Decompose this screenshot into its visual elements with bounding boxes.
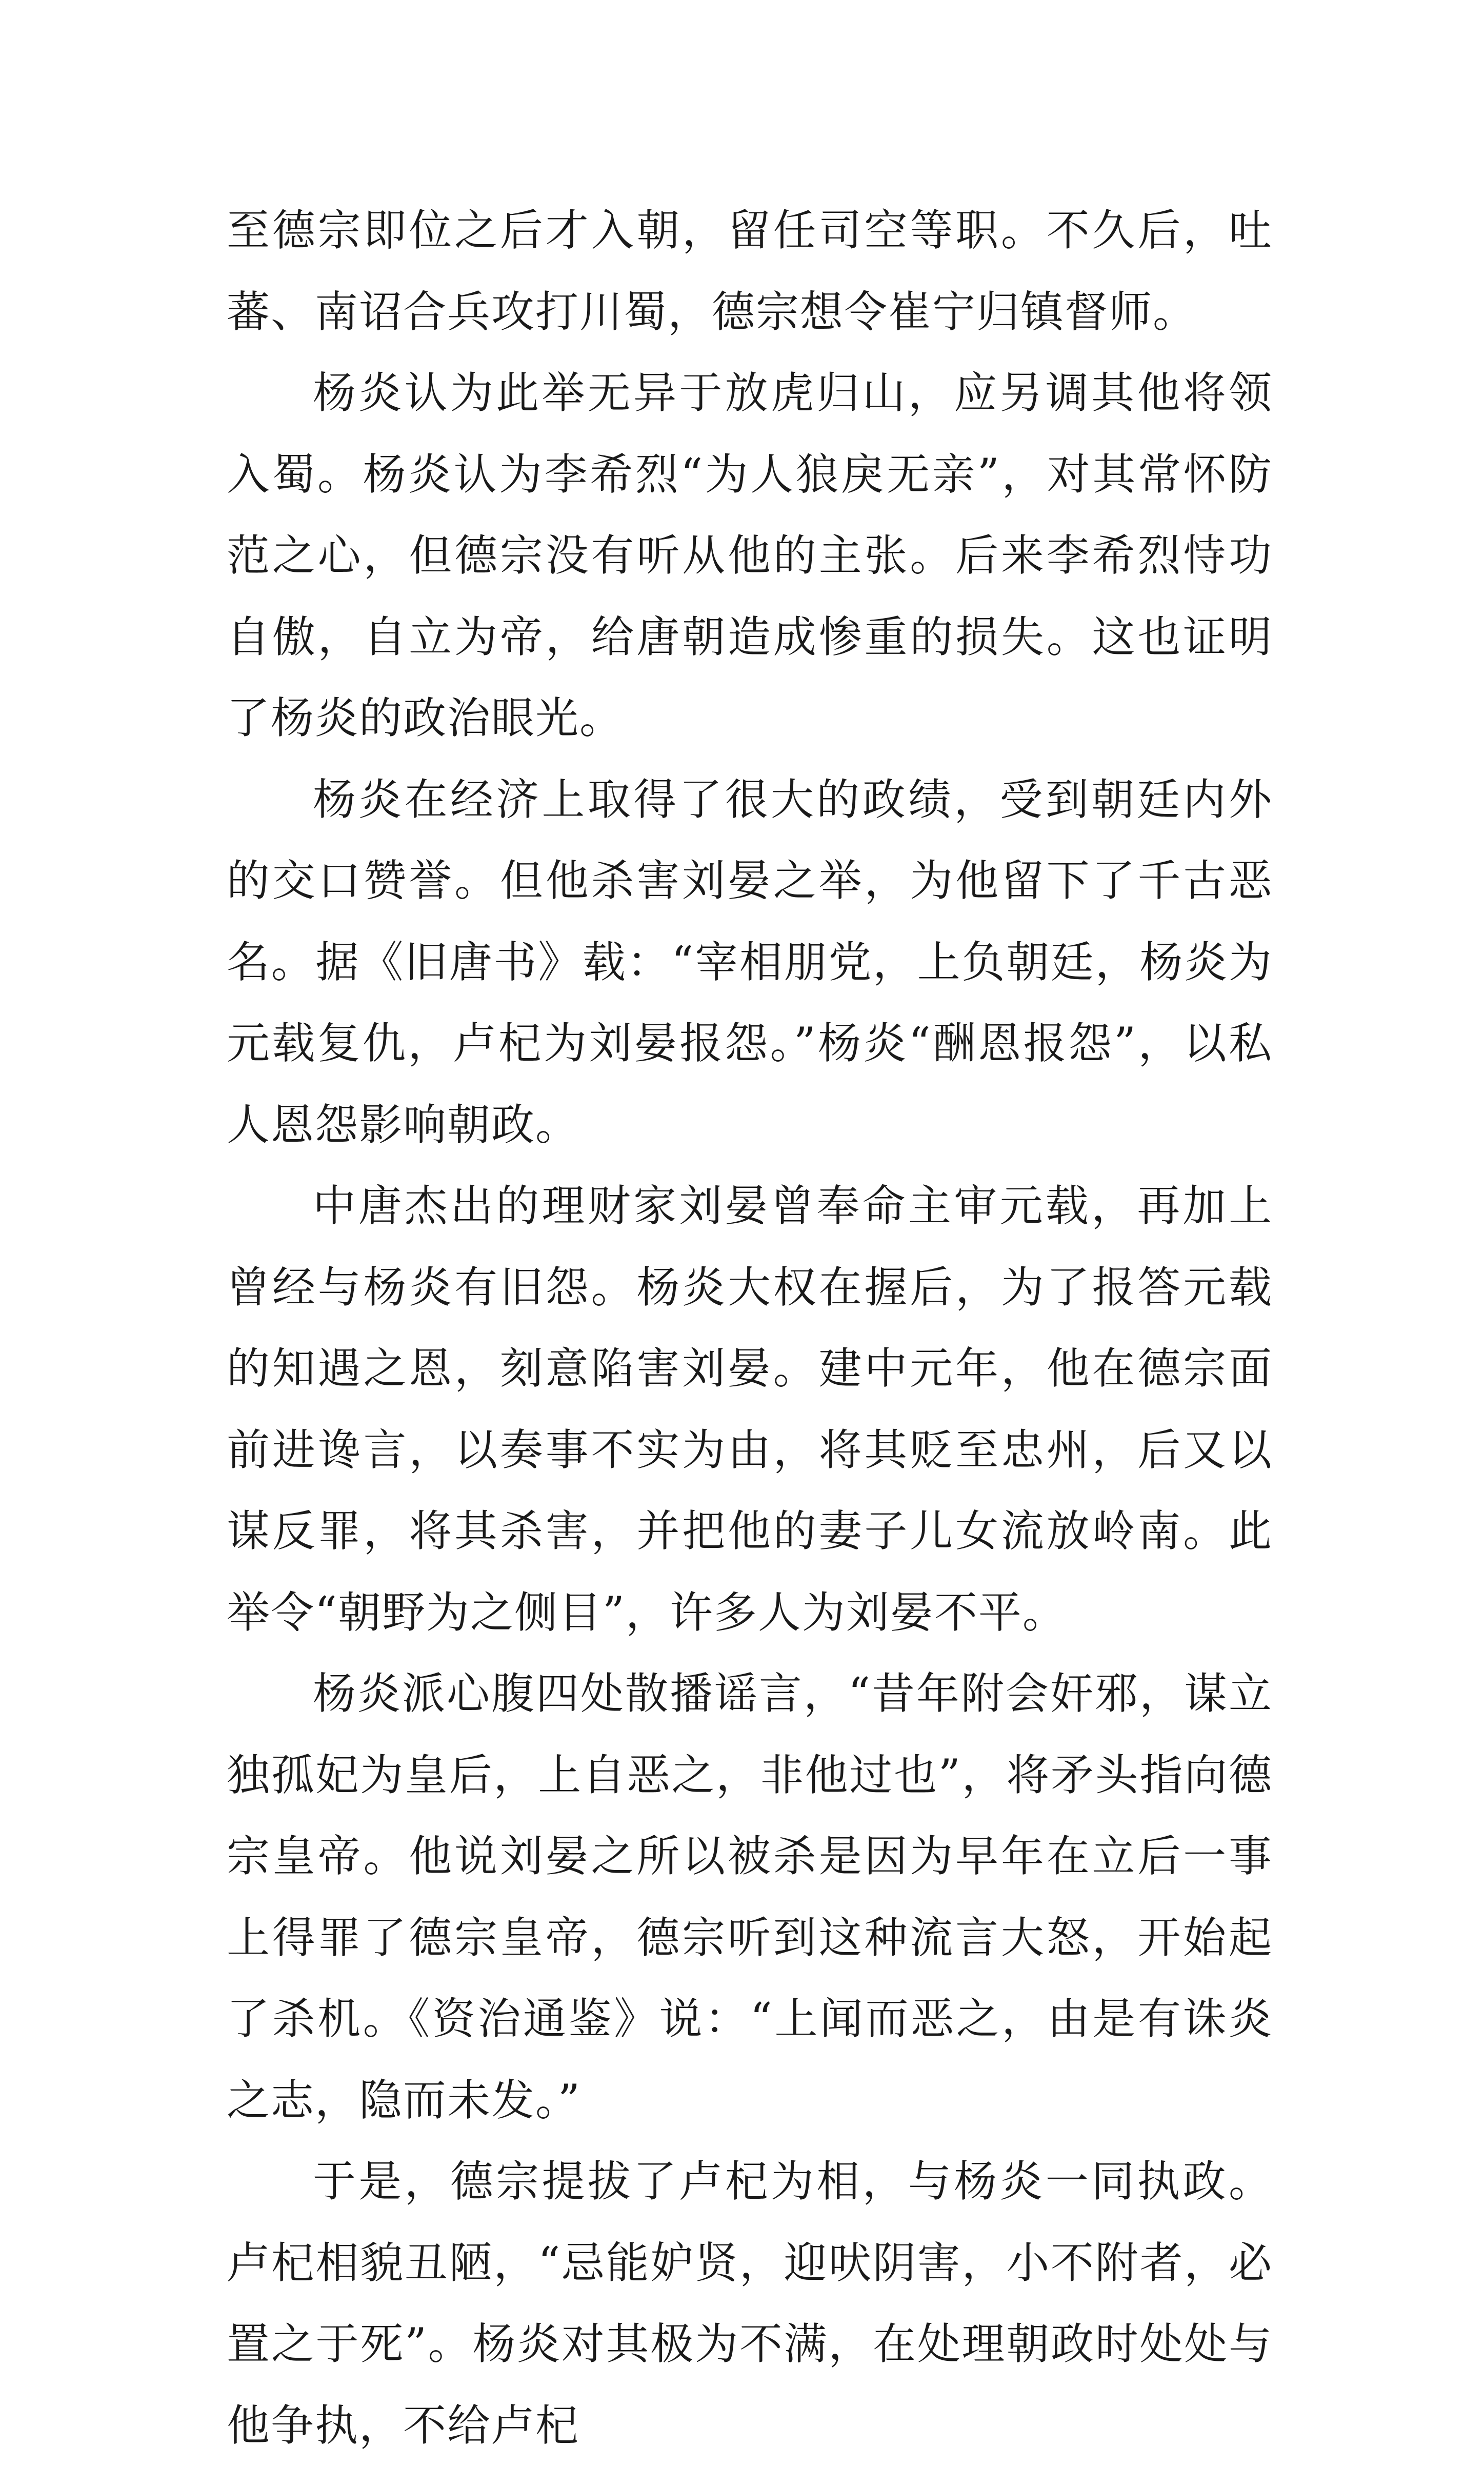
paragraph: 于是，德宗提拔了卢杞为相，与杨炎一同执政。卢杞相貌丑陋，“忌能妒贤，迎吠阴害，小不附者，必置之于死”。杨炎对其极为不满，在处理朝政时处处与他争执，不给卢杞 (227, 2156, 1273, 2451)
paragraph: 中唐杰出的理财家刘晏曾奉命主审元载，再加上曾经与杨炎有旧怨。杨炎大权在握后，为了报答元载的知遇之恩，刻意陷害刘晏。建中元年，他在德宗面前进谗言，以奏事不实为由，将其贬至忠州，后又以谋反罪，将其杀害，并把他的妻子儿女流放岭南。此举令“朝野为之侧目”，许多人为刘晏不平。 (227, 1181, 1273, 1638)
paragraph: 杨炎派心腹四处散播谣言，“昔年附会奸邪，谋立独孤妃为皇后，上自恶之，非他过也”，将矛头指向德宗皇帝。他说刘晏之所以被杀是因为早年在立后一事上得罪了德宗皇帝，德宗听到这种流言大怒，开始起了杀机。《资治通鉴》说：“上闻而恶之，由是有诛炎之志，隐而未发。” (227, 1668, 1273, 2125)
paragraph: 杨炎在经济上取得了很大的政绩，受到朝廷内外的交口赞誉。但他杀害刘晏之举，为他留下了千古恶名。据《旧唐书》载：“宰相朋党，上负朝廷，杨炎为元载复仇，卢杞为刘晏报怨。”杨炎“酬恩报怨”，以私人恩怨影响朝政。 (227, 774, 1273, 1150)
paragraph: 杨炎认为此举无异于放虎归山，应另调其他将领入蜀。杨炎认为李希烈“为人狼戾无亲”，对其常怀防范之心，但德宗没有听从他的主张。后来李希烈恃功自傲，自立为帝，给唐朝造成惨重的损失。这也证明了杨炎的政治眼光。 (227, 368, 1273, 743)
article-body (227, 190, 1273, 2466)
paragraph: 至德宗即位之后才入朝，留任司空等职。不久后，吐蕃、南诏合兵攻打川蜀，德宗想令崔宁归镇督师。 (227, 205, 1273, 337)
